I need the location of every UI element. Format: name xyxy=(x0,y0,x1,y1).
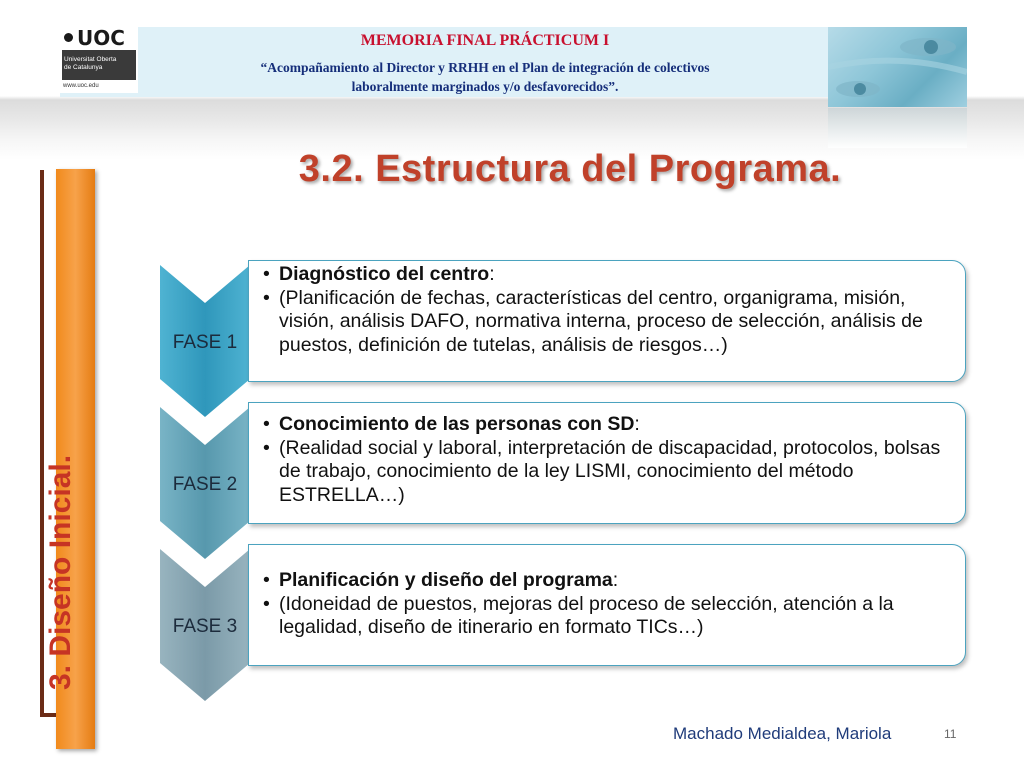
phase-3-box xyxy=(248,544,966,666)
phase-2-detail: • (Realidad social y laboral, interpretación de discapacidad, protocolos, bolsas de trabajo, conocimiento de la ley LISMI, conocimiento del método ESTRELLA…) xyxy=(257,437,957,508)
phase-3-heading-text: Planificación y diseño del programa xyxy=(279,569,613,591)
slide-title: 3.2. Estructura del Programa. xyxy=(298,148,842,190)
memoria-subtitle-line1: “Acompañamiento al Director y RRHH en el Plan de integración de colectivos xyxy=(260,60,710,75)
side-section-label: 3. Diseño Inicial. xyxy=(44,454,77,690)
phase-2-box xyxy=(248,402,966,524)
phase-3-detail: • (Idoneidad de puestos, mejoras del proceso de selección, atención a la legalidad, diseño de itinerario en formato TICs…) xyxy=(257,593,957,640)
uoc-logo xyxy=(60,27,138,93)
phase-3-heading-colon: : xyxy=(612,569,619,591)
header-photo xyxy=(828,27,967,107)
memoria-title: MEMORIA FINAL PRÁCTICUM I xyxy=(360,32,610,49)
uoc-web: www.uoc.edu xyxy=(63,83,99,89)
page-number: 11 xyxy=(944,727,957,741)
phase-2-heading xyxy=(257,413,957,437)
phase-2-heading-colon: : xyxy=(634,413,640,435)
uoc-brand-text: UOC xyxy=(77,26,125,50)
phase-1-label: FASE 1 xyxy=(172,332,238,353)
uoc-dot-icon xyxy=(64,33,73,42)
phase-1-heading-text: Diagnóstico del centro xyxy=(279,263,490,285)
phase-1-box xyxy=(248,260,966,382)
memoria-subtitle-line2: laboralmente marginados y/o desfavorecidos”. xyxy=(351,79,619,94)
uoc-name-line1: Universitat Oberta xyxy=(64,56,117,63)
phase-1-heading xyxy=(257,263,957,287)
memoria-subtitle xyxy=(145,58,825,96)
eye-photo-icon xyxy=(828,27,967,107)
phase-1-heading-colon: : xyxy=(489,263,495,285)
phase-2-heading-text: Conocimiento de las personas con SD xyxy=(279,413,635,435)
uoc-wordmark xyxy=(63,28,135,48)
phase-3-heading xyxy=(257,569,957,593)
phase-2-label: FASE 2 xyxy=(172,474,238,495)
phase-3-label: FASE 3 xyxy=(172,616,238,637)
phase-1-detail: • (Planificación de fechas, características del centro, organigrama, misión, visión, análisis DAFO, normativa interna, proceso de selección, análisis de puestos, definición de tutelas, análisis de riesgos…) xyxy=(257,287,957,358)
uoc-name-line2: de Catalunya xyxy=(64,64,103,71)
uoc-name-box xyxy=(62,50,136,80)
photo-reflection xyxy=(828,108,967,148)
footer-author: Machado Medialdea, Mariola xyxy=(673,724,892,743)
